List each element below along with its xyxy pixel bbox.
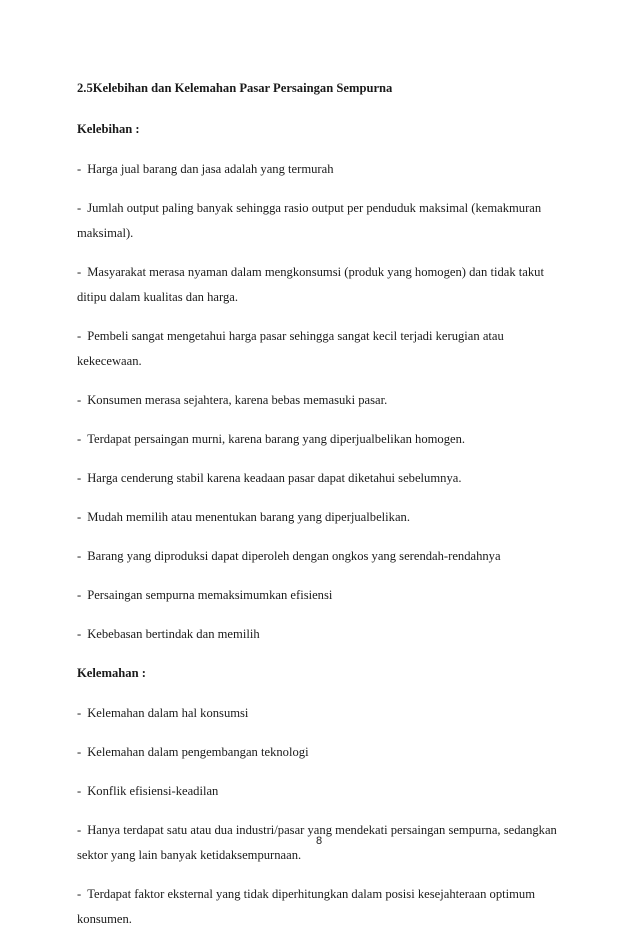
list-item [77, 260, 559, 310]
list-item-text: Terdapat persaingan murni, karena barang yang diperjualbelikan homogen. [87, 432, 466, 446]
kelebihan-heading: Kelebihan : [77, 122, 140, 136]
list-item-text: Jumlah output paling banyak sehingga rasio output per penduduk maksimal (kemakmuran maksimal). [77, 201, 542, 240]
bullet-dash: - [77, 329, 82, 343]
list-item-text: Masyarakat merasa nyaman dalam mengkonsumsi (produk yang homogen) dan tidak takut ditipu dalam kualitas dan harga. [77, 265, 544, 304]
list-item [77, 544, 559, 569]
bullet-dash: - [77, 393, 82, 407]
list-item [77, 505, 559, 530]
list-item-text: Persaingan sempurna memaksimumkan efisiensi [87, 588, 333, 602]
bullet-dash: - [77, 471, 82, 485]
list-item-text: Konflik efisiensi-keadilan [87, 784, 219, 798]
list-item-text: Kebebasan bertindak dan memilih [87, 627, 260, 641]
list-item [77, 740, 559, 765]
list-item-text: Kelemahan dalam pengembangan teknologi [87, 745, 309, 759]
bullet-dash: - [77, 510, 82, 524]
bullet-dash: - [77, 201, 82, 215]
bullet-dash: - [77, 627, 82, 641]
list-item-text: Pembeli sangat mengetahui harga pasar sehingga sangat kecil terjadi kerugian atau kekecewaan. [77, 329, 504, 368]
list-item-text: Hanya terdapat satu atau dua industri/pasar yang mendekati persaingan sempurna, sedangkan sektor yang lain banyak ketidaksempurnaan. [77, 823, 557, 862]
bullet-dash: - [77, 265, 82, 279]
kelebihan-list [77, 157, 559, 647]
list-item [77, 427, 559, 452]
list-item [77, 882, 559, 932]
bullet-dash: - [77, 549, 82, 563]
list-item [77, 466, 559, 491]
list-item [77, 622, 559, 647]
list-item [77, 157, 559, 182]
list-item [77, 324, 559, 374]
list-item-text: Harga jual barang dan jasa adalah yang termurah [87, 162, 334, 176]
list-item-text: Harga cenderung stabil karena keadaan pasar dapat diketahui sebelumnya. [87, 471, 462, 485]
list-item [77, 583, 559, 608]
list-item-text: Terdapat faktor eksternal yang tidak diperhitungkan dalam posisi kesejahteraan optimum konsumen. [77, 887, 536, 926]
list-item-text: Konsumen merasa sejahtera, karena bebas memasuki pasar. [87, 393, 388, 407]
list-item-text: Kelemahan dalam hal konsumsi [87, 706, 249, 720]
bullet-dash: - [77, 823, 82, 837]
list-item-text: Mudah memilih atau menentukan barang yang diperjualbelikan. [87, 510, 410, 524]
list-item-text: Barang yang diproduksi dapat diperoleh dengan ongkos yang serendah-rendahnya [87, 549, 501, 563]
bullet-dash: - [77, 706, 82, 720]
bullet-dash: - [77, 887, 82, 901]
list-item [77, 388, 559, 413]
list-item [77, 701, 559, 726]
section-title: 2.5Kelebihan dan Kelemahan Pasar Persaingan Sempurna [77, 81, 393, 95]
bullet-dash: - [77, 588, 82, 602]
document-body [77, 76, 559, 946]
page-number: 8 [315, 835, 323, 847]
bullet-dash: - [77, 162, 82, 176]
bullet-dash: - [77, 432, 82, 446]
list-item [77, 196, 559, 246]
bullet-dash: - [77, 784, 82, 798]
bullet-dash: - [77, 745, 82, 759]
list-item [77, 779, 559, 804]
kelemahan-list [77, 701, 559, 932]
kelemahan-heading: Kelemahan : [77, 666, 146, 680]
